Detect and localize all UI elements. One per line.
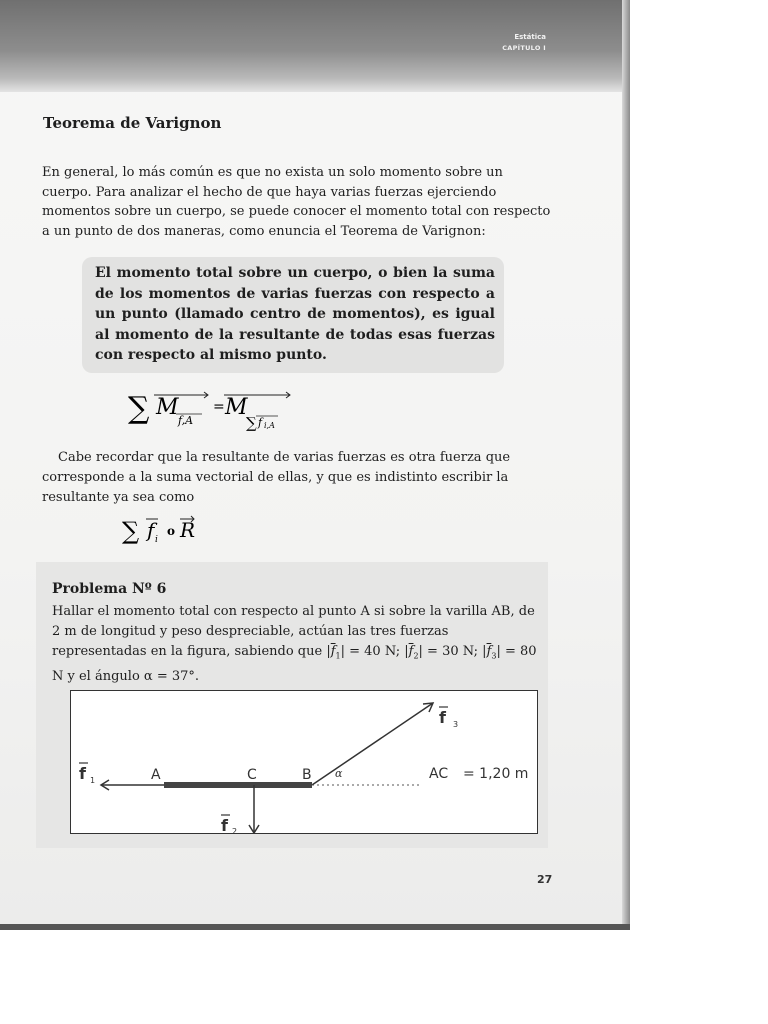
page-edge [622, 0, 630, 930]
resultant-symbol: R [180, 518, 196, 542]
f2-letter: $\overline{f}$ [408, 644, 414, 659]
f3-label-index: 3 [453, 720, 459, 729]
f2-magnitude: | = 30 N; | [418, 644, 487, 659]
f3-arrow-line [312, 703, 433, 785]
f1-letter: $\overline{f}$ [330, 644, 336, 659]
ac-label: AC [429, 766, 449, 782]
subscript-sum-symbol: ∑ [246, 414, 257, 432]
f2-label-index: 2 [232, 827, 238, 833]
varignon-formula [128, 388, 328, 440]
point-b-label: B [302, 767, 312, 783]
figure-drawing [71, 691, 537, 833]
problem-text-part1: Hallar el momento total con respecto al punto A si sobre la varilla AB, de 2 m de longitud y peso despreciable, actúan las tres fuerzas representadas en la figura, sabiendo que | [52, 604, 535, 659]
section-title: Teorema de Varignon [43, 114, 222, 132]
varignon-formula-svg [128, 388, 328, 434]
resultant-formula [122, 513, 232, 553]
header-subject: Estática [514, 33, 546, 41]
rod-ab [164, 782, 312, 788]
f3-letter: $\overline{f}$ [486, 644, 492, 659]
point-a-label: A [151, 767, 161, 783]
force-symbol: f [147, 518, 155, 542]
ac-value: = 1,20 m [463, 766, 529, 782]
subscript-index: i,A [264, 421, 275, 430]
page-number: 27 [537, 873, 553, 886]
alpha-angle-label: α [335, 767, 343, 780]
resultant-formula-svg [122, 513, 232, 547]
f2-label: f [221, 816, 228, 833]
f3-sub: 3 [491, 651, 497, 661]
problem-section [36, 562, 548, 848]
recall-paragraph: Cabe recordar que la resultante de varias fuerzas es otra fuerza que corresponde a la suma vectorial de ellas, y que es indistinto escribir la resultante ya sea como [42, 450, 511, 505]
problem-title: Problema Nº 6 [52, 581, 167, 597]
f1-sub: 1 [335, 651, 341, 661]
subscript-f: f [258, 416, 263, 429]
f1-magnitude: | = 40 N; | [340, 644, 409, 659]
f3-label: f [439, 708, 446, 727]
problem-statement [52, 602, 540, 687]
f1-label: f [79, 764, 86, 783]
force-subscript: i [155, 535, 158, 545]
f2-sub: 2 [413, 651, 419, 661]
f1-label-index: 1 [90, 776, 96, 785]
theorem-statement: El momento total sobre un cuerpo, o bien la suma de los momentos de varias fuerzas con respecto a un punto (llamado centro de momentos), es igual al momento de la resultante de todas esas fuerzas con respecto al mismo punto. [95, 265, 495, 363]
equals-sign: = [213, 399, 225, 415]
header-chapter: CAPÍTULO I [502, 44, 546, 52]
sum-symbol-2: ∑ [122, 517, 140, 545]
f3-magnitude: | = 80 N y el ángulo α = 37°. [52, 644, 537, 684]
problem-figure [70, 690, 538, 834]
theorem-box [82, 257, 504, 373]
point-c-label: C [247, 767, 257, 783]
sum-symbol: ∑ [128, 391, 150, 426]
resultant-moment-symbol: M [225, 395, 248, 420]
moment-subscript: f,A [178, 414, 194, 427]
moment-symbol: M [156, 395, 179, 420]
intro-paragraph: En general, lo más común es que no exista un solo momento sobre un cuerpo. Para analizar el hecho de que haya varias fuerzas ejerciendo momentos sobre un cuerpo, se puede conocer el momento total con respecto a un punto de dos maneras, como enuncia el Teorema de Varignon: [42, 165, 551, 239]
or-word: o [167, 524, 176, 538]
